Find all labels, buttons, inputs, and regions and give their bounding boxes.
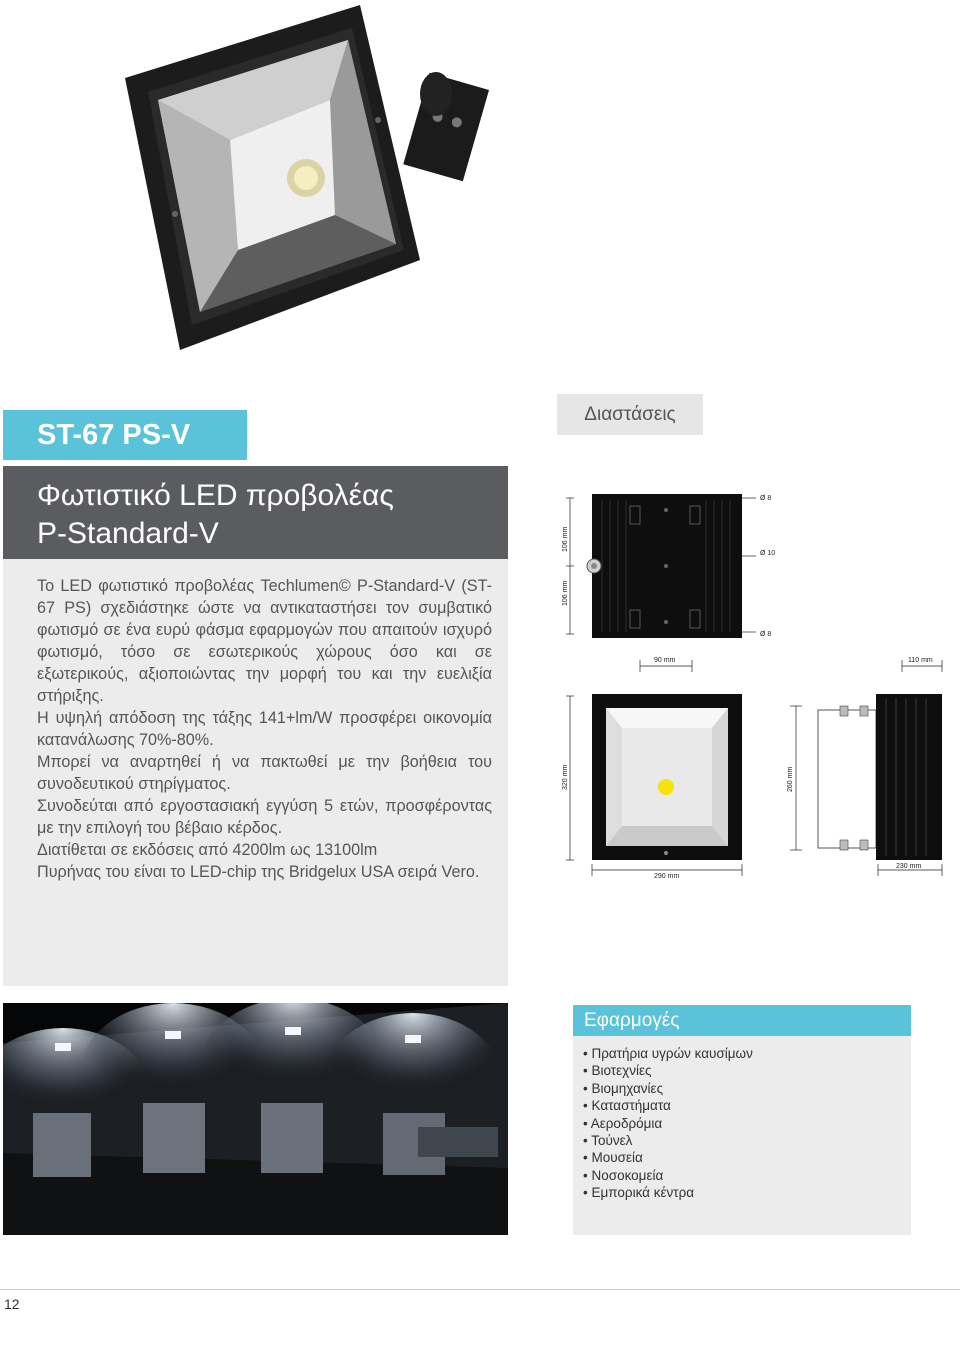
page-number: 12 <box>4 1296 20 1312</box>
list-item: • Νοσοκομεία <box>583 1167 753 1184</box>
dim-text-w90: 90 mm <box>654 657 676 664</box>
list-item: • Καταστήματα <box>583 1097 753 1114</box>
description-paragraph: Διατίθεται σε εκδόσεις από 4200lm ως 13100lm <box>37 841 378 859</box>
list-item: • Τούνελ <box>583 1132 753 1149</box>
description-paragraph: Πυρήνας του είναι το LED-chip της Bridgelux USA σειρά Vero. <box>37 863 480 881</box>
side-view-drawing <box>818 694 942 876</box>
list-item: • Πρατήρια υγρών καυσίμων <box>583 1045 753 1062</box>
application-scene-photo <box>3 1003 508 1235</box>
title-line-1: Φωτιστικό LED προβολέας <box>37 479 394 512</box>
applications-panel <box>573 1005 911 1235</box>
list-item: • Βιομηχανίες <box>583 1080 753 1097</box>
dim-text-d8-top: Ø 8 <box>760 495 772 502</box>
dim-text-h106-top: 106 mm <box>562 526 569 552</box>
model-badge: ST-67 PS-V <box>3 410 247 460</box>
footer-divider <box>0 1289 960 1290</box>
dimensions-label: Διαστάσεις <box>557 394 703 435</box>
dimension-drawings <box>550 480 960 900</box>
dim-text-h260: 260 mm <box>787 766 794 792</box>
applications-list <box>583 1045 753 1202</box>
list-item: • Μουσεία <box>583 1149 753 1166</box>
list-item: • Αεροδρόμια <box>583 1115 753 1132</box>
description-paragraph: Συνοδεύται από εργοστασιακή εγγύση 5 ετών, προσφέροντας με την επιλογή του βέβαιο κέρδος. <box>37 797 492 837</box>
applications-title: Εφαρμογές <box>573 1005 911 1036</box>
description-panel <box>3 559 508 986</box>
description-paragraph: Η υψηλή απόδοση της τάξης 141+lm/W προσφέρει οικονομία κατανάλωσης 70%-80%. <box>37 709 492 749</box>
dim-text-d8-bottom: Ø 8 <box>760 631 772 638</box>
top-view-drawing <box>562 494 942 672</box>
dim-text-w110: 110 mm <box>908 657 933 664</box>
product-photo <box>120 0 500 370</box>
list-item: • Εμπορικά κέντρα <box>583 1184 753 1201</box>
dim-text-d10: Ø 10 <box>760 550 776 557</box>
product-title <box>3 466 508 559</box>
description-paragraph: Το LED φωτιστικό προβολέας Techlumen© P-Standard-V (ST-67 PS) σχεδιάστηκε ώστε να αντικαταστήσει τον συμβατικό φωτισμό σε ένα ευρύ φάσμα εφαρμογών που απαιτούν ισχυρό φωτισμό, τόσο σε εσωτερικούς χώρους όσο και σε εξωτερικούς, αξιοποιώντας την μορφή του και την ευελιξία στήριξης. <box>37 577 492 705</box>
dim-text-h106-bottom: 106 mm <box>562 580 569 606</box>
list-item: • Βιοτεχνίες <box>583 1062 753 1079</box>
front-view-drawing <box>562 694 802 880</box>
dim-text-w230: 230 mm <box>896 863 922 870</box>
dim-text-h320: 320 mm <box>562 764 569 790</box>
dim-text-w290: 290 mm <box>654 873 680 880</box>
title-line-2: P-Standard-V <box>37 517 219 550</box>
description-paragraph: Μπορεί να αναρτηθεί ή να πακτωθεί με την βοήθεια του συνοδευτικού στηρίγματος. <box>37 753 492 793</box>
